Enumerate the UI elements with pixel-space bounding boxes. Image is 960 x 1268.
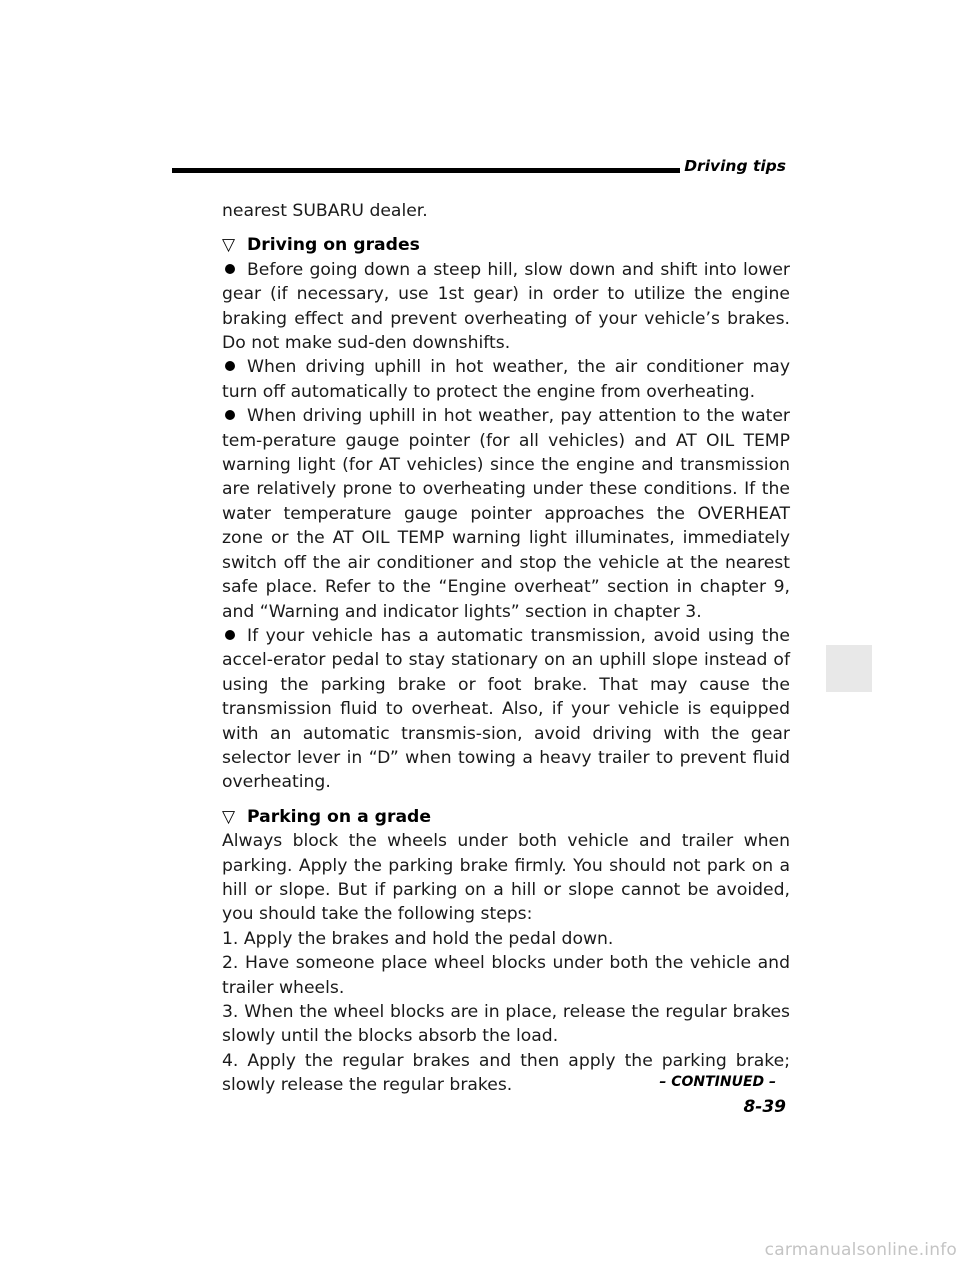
- watermark-link[interactable]: carmanualsonline.info: [764, 1240, 957, 1260]
- step-item: 1. Apply the brakes and hold the pedal down.: [222, 928, 614, 949]
- chapter-tab: [826, 645, 872, 692]
- section-heading-driving-on-grades: [222, 233, 790, 257]
- body-text: [222, 199, 790, 1098]
- list-item: [222, 624, 790, 795]
- list-item-text: Before going down a steep hill, slow down and shift into lower gear (if necessary, use 1st gear) in order to utilize the engine braking effect and prevent overheating of your vehicle’s brakes. Do not make sud-den downshifts.: [222, 259, 790, 354]
- down-triangle-icon: ▽: [222, 235, 236, 256]
- step-item: 3. When the wheel blocks are in place, release the regular brakes slowly until the blocks absorb the load.: [222, 1002, 790, 1047]
- step-item: 4. Apply the regular brakes and then apply the parking brake; slowly release the regular brakes.: [222, 1050, 790, 1096]
- bullet-icon: [225, 361, 235, 371]
- bullet-icon: [225, 630, 235, 640]
- running-head: Driving tips: [684, 157, 786, 175]
- continued-label: – CONTINUED –: [659, 1074, 776, 1090]
- step-item: 2. Have someone place wheel blocks under both the vehicle and trailer wheels.: [222, 953, 790, 998]
- down-triangle-icon: ▽: [222, 806, 236, 827]
- section-heading-label: Parking on a grade: [247, 806, 432, 827]
- page-number: 8-39: [743, 1097, 786, 1117]
- list-item-text: If your vehicle has a automatic transmission, avoid using the accel-erator pedal to stay stationary on an uphill slope instead of using the parking brake or foot brake. That may cause the transmission fluid to overheat. Also, if your vehicle is equipped with an automatic transmis-sion, avoid driving with the gear selector lever in “D” when towing a heavy trailer to prevent fluid overheating.: [222, 625, 790, 793]
- bullet-icon: [225, 410, 235, 420]
- bullet-icon: [225, 264, 235, 274]
- intro-text: nearest SUBARU dealer.: [222, 201, 428, 221]
- list-item: [222, 355, 790, 404]
- section-heading-label: Driving on grades: [247, 235, 420, 256]
- list-item-text: When driving uphill in hot weather, pay attention to the water tem-perature gauge pointer (for all vehicles) and AT OIL TEMP warning light (for AT vehicles) since the engine and transmission are relatively prone to overheating under these conditions. If the water temperature gauge pointer approaches the OVERHEAT zone or the AT OIL TEMP warning light illuminates, immediately switch off the air conditioner and stop the vehicle at the nearest safe place. Refer to the “Engine overheat” section in chapter 9, and “Warning and indicator lights” section in chapter 3.: [222, 406, 790, 622]
- list-item: [222, 258, 790, 356]
- list-item: [222, 404, 790, 624]
- list-item-text: When driving uphill in hot weather, the air conditioner may turn off automatically to protect the engine from overheating.: [222, 357, 790, 402]
- section-heading-parking-on-a-grade: [222, 805, 790, 829]
- parking-paragraph: Always block the wheels under both vehicle and trailer when parking. Apply the parking brake firmly. You should not park on a hill or slope. But if parking on a hill or slope cannot be avoided, you should take the following steps:: [222, 831, 790, 925]
